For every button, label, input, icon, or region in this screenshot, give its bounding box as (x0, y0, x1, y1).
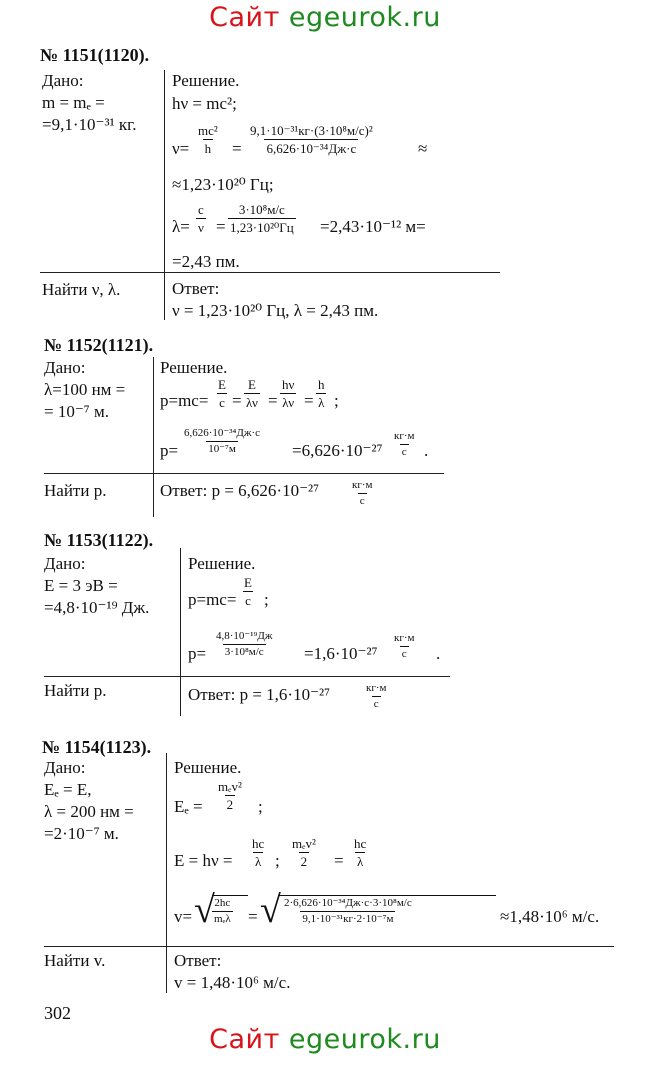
find-label: Найти p. (44, 681, 107, 700)
given-line: λ=100 нм = (44, 380, 126, 399)
given-line: E = 3 эВ = (44, 576, 118, 595)
equation-lhs: p= (160, 441, 179, 460)
equation: hν = mc²; (172, 94, 237, 113)
fraction: E c (244, 575, 252, 608)
sqrt-icon: √ (260, 889, 281, 931)
site-banner-bottom (0, 1024, 650, 1055)
site-domain: egeurok.ru (288, 1024, 441, 1055)
divider-horizontal (44, 676, 450, 677)
fraction: mc² h (198, 123, 218, 156)
equation-lhs: p=mc= (188, 590, 237, 609)
unit-fraction: кг·м с (366, 682, 387, 710)
find-label: Найти ν, λ. (42, 280, 121, 299)
given-line: =2·10⁻⁷ м. (44, 824, 119, 843)
solution-label: Решение. (174, 758, 242, 777)
equation-lhs: Eₑ = (174, 797, 203, 816)
problem-header: № 1152(1121). (44, 335, 154, 355)
given-line: m = mₑ = (42, 93, 105, 112)
answer-label: Ответ: (172, 279, 220, 298)
unit-fraction: кг·м с (394, 430, 415, 458)
divider-vertical (180, 548, 181, 716)
given-line: Дано: (44, 758, 86, 777)
equation-lhs: ν= (172, 139, 190, 158)
equation-lhs: p=mc= (160, 391, 209, 410)
fraction: hc λ (354, 836, 367, 869)
fraction: E c (218, 377, 226, 410)
solution-label: Решение. (172, 71, 240, 90)
divider-vertical (166, 753, 167, 993)
given-line: Дано: (44, 554, 86, 573)
solution-label: Решение. (160, 358, 228, 377)
equation-lhs: λ= (172, 217, 190, 236)
fraction: 2·6,626·10⁻³⁴Дж·с·3·10⁸м/с 9,1·10⁻³¹кг·2·10⁻⁷м (284, 897, 412, 925)
fraction: 2hc mₑλ (214, 897, 231, 925)
divider-vertical (164, 70, 165, 320)
answer-label: Ответ: (174, 951, 222, 970)
fraction: mₑv² 2 (218, 779, 242, 812)
answer-text: Ответ: p = 1,6·10⁻²⁷ (188, 685, 331, 704)
given-line: λ = 200 нм = (44, 802, 134, 821)
given-line: Дано: (44, 358, 86, 377)
equation-result: ≈1,23·10²⁰ Гц; (172, 175, 274, 194)
problem-header: № 1153(1122). (44, 530, 154, 550)
answer-text: v = 1,48·10⁶ м/с. (174, 973, 291, 992)
equation-result: ≈1,48·10⁶ м/с. (500, 907, 600, 926)
fraction: 3·10⁸м/с 1,23·10²⁰Гц (230, 202, 294, 235)
answer-text: Ответ: p = 6,626·10⁻²⁷ (160, 481, 320, 500)
divider-vertical (153, 357, 154, 517)
find-label: Найти v. (44, 951, 106, 970)
site-domain: egeurok.ru (288, 2, 441, 33)
divider-horizontal (44, 946, 614, 947)
equation-result: =1,6·10⁻²⁷ (304, 644, 378, 663)
given-line: Дано: (42, 71, 84, 90)
problem-header: № 1154(1123). (42, 737, 152, 757)
fraction: 6,626·10⁻³⁴Дж·с 10⁻⁷м (184, 427, 261, 455)
problem-header: № 1151(1120). (40, 45, 150, 65)
fraction: E λν (246, 377, 258, 410)
find-label: Найти p. (44, 481, 107, 500)
equation-lhs: E = hν = (174, 851, 233, 870)
fraction: h λ (318, 377, 325, 410)
solution-label: Решение. (188, 554, 256, 573)
given-line: =4,8·10⁻¹⁹ Дж. (44, 598, 150, 617)
fraction: 9,1·10⁻³¹кг·(3·10⁸м/с)² 6,626·10⁻³⁴Дж·с (250, 123, 373, 156)
equation-lhs: v= (174, 907, 193, 926)
fraction: 4,8·10⁻¹⁹Дж 3·10⁸м/с (216, 630, 273, 658)
equation-lhs: p= (188, 644, 207, 663)
equation-result: =6,626·10⁻²⁷ (292, 441, 383, 460)
equation-result: =2,43·10⁻¹² м= (320, 217, 426, 236)
sqrt-icon: √ (194, 889, 215, 931)
fraction: hν λν (282, 377, 295, 410)
divider-horizontal (44, 473, 444, 474)
site-word: Сайт (209, 1024, 280, 1055)
given-line: Eₑ = E, (44, 780, 92, 799)
site-word: Сайт (209, 2, 280, 33)
unit-fraction: кг·м с (352, 479, 373, 507)
site-banner-top (0, 2, 650, 33)
given-line: =9,1·10⁻³¹ кг. (42, 115, 137, 134)
fraction: mₑv² 2 (292, 836, 316, 869)
fraction: c ν (198, 202, 204, 235)
given-line: = 10⁻⁷ м. (44, 402, 109, 421)
divider-horizontal (40, 272, 500, 273)
equation-result: =2,43 пм. (172, 252, 240, 271)
page-number: 302 (44, 1003, 71, 1023)
unit-fraction: кг·м с (394, 632, 415, 660)
fraction: hc λ (252, 836, 265, 869)
answer-text: ν = 1,23·10²⁰ Гц, λ = 2,43 пм. (172, 301, 379, 320)
